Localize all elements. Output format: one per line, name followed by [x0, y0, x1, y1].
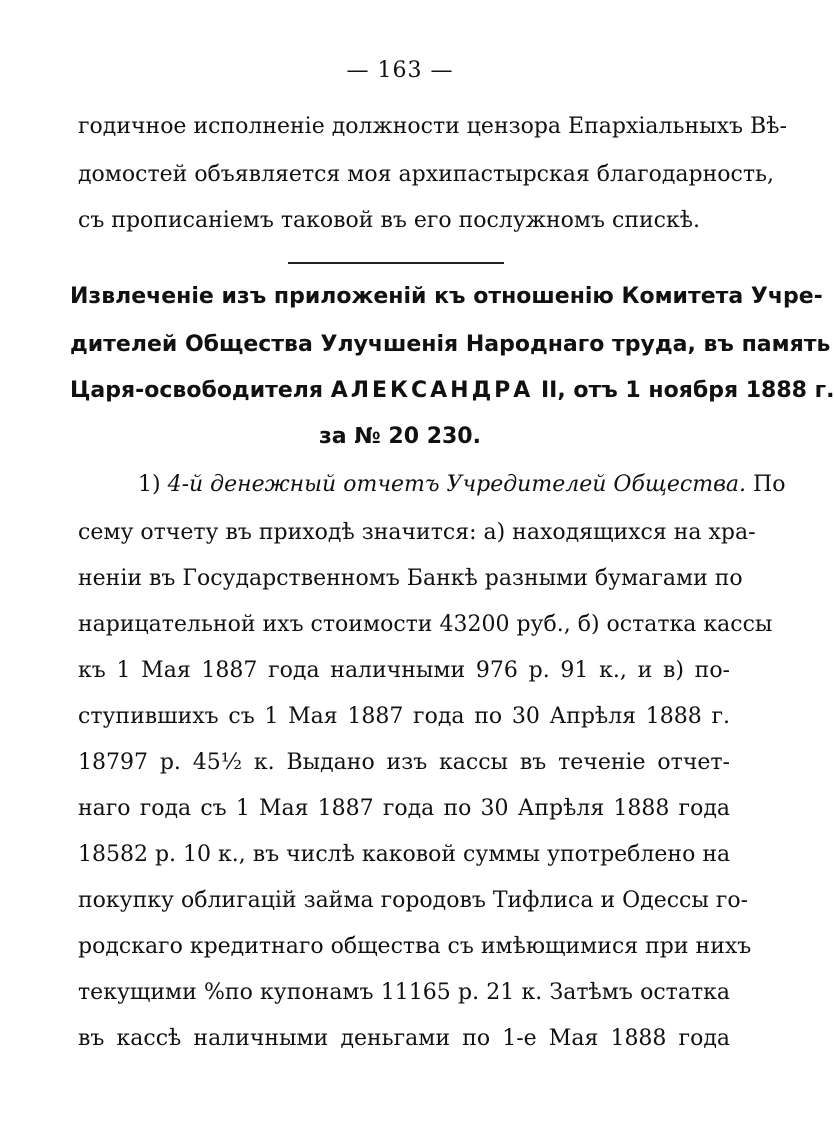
body-line-12: въ кассѣ наличными деньгами по 1-е Мая 1888 года [78, 1026, 730, 1051]
body-line-1: сему отчету въ приходѣ значится: а) находящихся на хра- [78, 520, 756, 545]
heading-line-2: дителей Общества Улучшенія Народнаго труда, въ память [70, 332, 831, 357]
section-1-title: 4-й денежный отчетъ Учредителей Общества. [167, 472, 747, 497]
body-line-9: покупку облигацій займа городовъ Тифлиса и Одессы го- [78, 888, 749, 913]
heading-emperor-name: АЛЕКСАНДРА [330, 378, 534, 403]
intro-line-3: съ прописаніемъ таковой въ его послужномъ спискѣ. [78, 208, 700, 233]
body-line-4: къ 1 Мая 1887 года наличными 976 р. 91 к., и в) по- [78, 658, 730, 683]
heading-line-3-end: II, отъ 1 ноября 1888 г. [533, 378, 834, 403]
heading-line-4: за № 20 230. [319, 424, 481, 449]
section-divider [288, 262, 504, 264]
body-line-6: 18797 р. 45½ к. Выдано изъ кассы въ теченіе отчет- [78, 750, 730, 775]
section-1-title-after: По [746, 472, 786, 497]
heading-line-3-start: Царя-освободителя [70, 378, 331, 403]
section-1-first-line [138, 470, 786, 500]
intro-line-1: годичное исполненіе должности цензора Епархіальныхъ Вѣ- [78, 114, 787, 139]
heading-line-3 [70, 376, 834, 406]
body-line-10: родскаго кредитнаго общества съ имѣющимися при нихъ [78, 934, 752, 959]
body-line-11: текущими %по купонамъ 11165 р. 21 к. Затѣмъ остатка [78, 980, 730, 1005]
body-line-8: 18582 р. 10 к., въ числѣ каковой суммы употреблено на [78, 842, 731, 867]
body-line-2: неніи въ Государственномъ Банкѣ разными бумагами по [78, 566, 743, 591]
body-line-3: нарицательной ихъ стоимости 43200 руб., б) остатка кассы [78, 612, 773, 637]
body-line-7: наго года съ 1 Мая 1887 года по 30 Апрѣля 1888 года [78, 796, 730, 821]
page-number: — 163 — [346, 58, 454, 83]
body-line-5: ступившихъ съ 1 Мая 1887 года по 30 Апрѣля 1888 г. [78, 704, 730, 729]
heading-line-1: Извлеченіе изъ приложеній къ отношенію Комитета Учре- [70, 284, 823, 309]
intro-line-2: домостей объявляется моя архипастырская благодарность, [78, 162, 774, 187]
section-1-number: 1) [138, 472, 168, 497]
